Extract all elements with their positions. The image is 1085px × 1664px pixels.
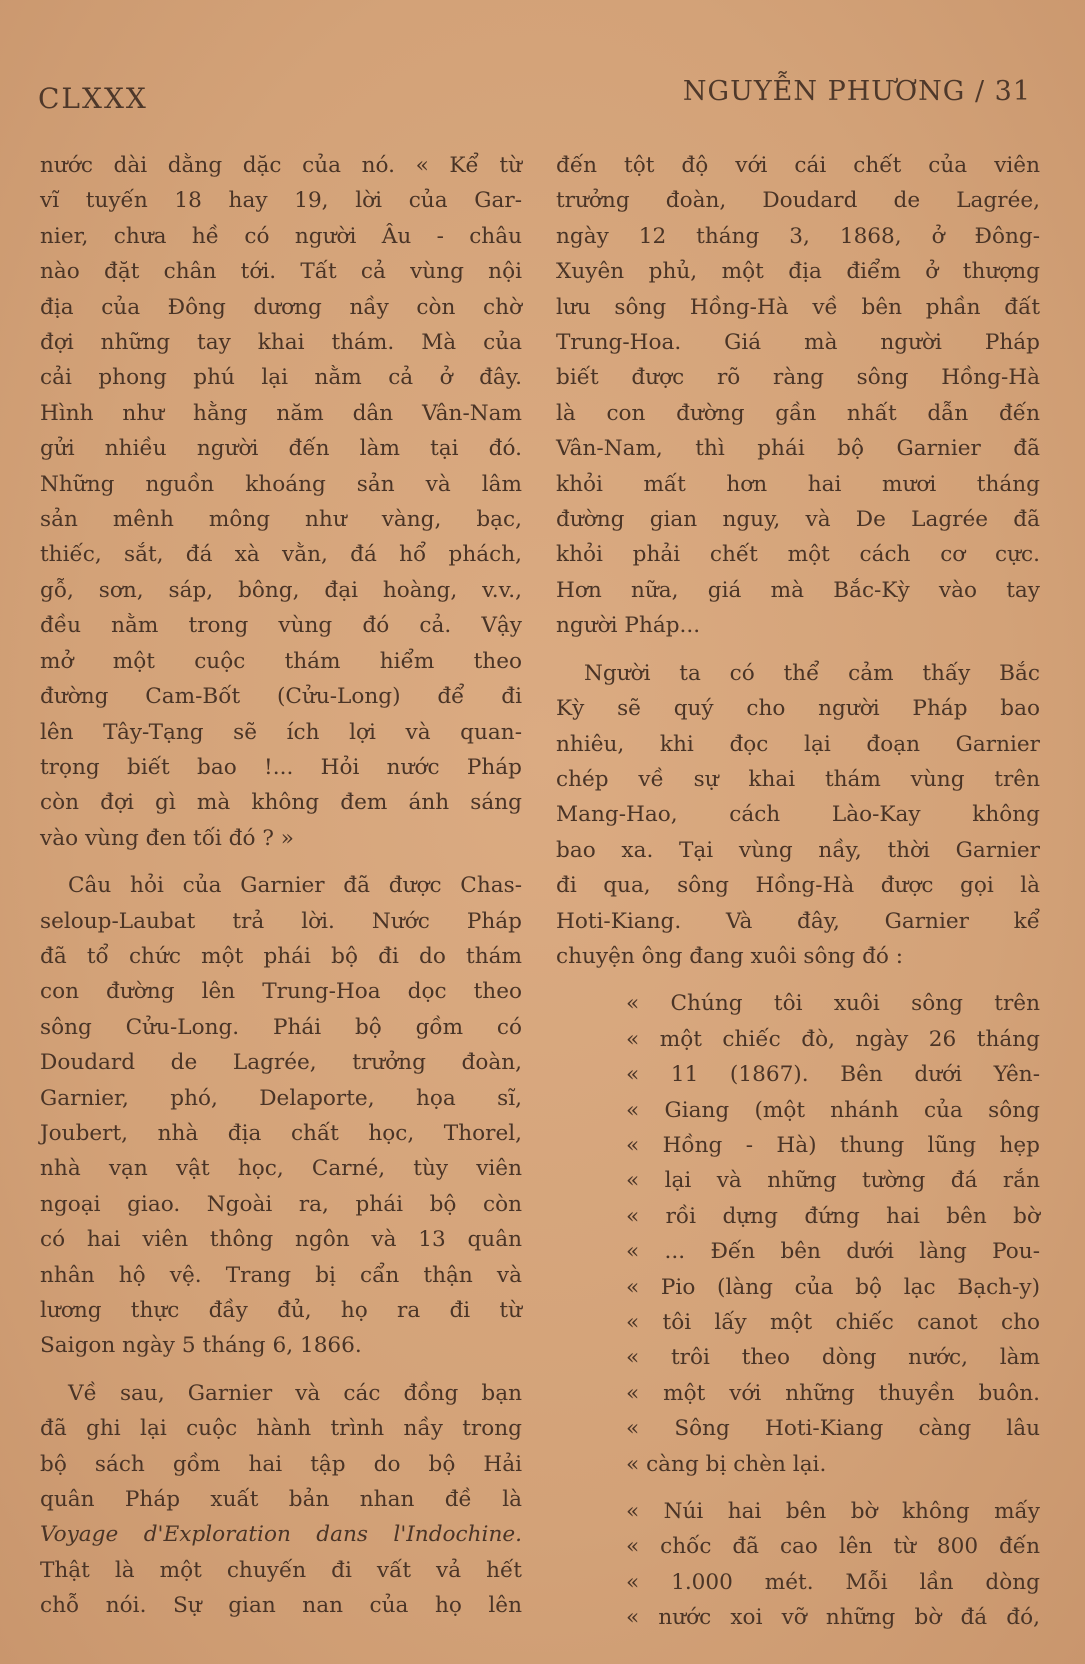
text-line: đã ghi lại cuộc hành trình nầy trong [40,1416,522,1442]
quote-line: « Núi hai bên bờ không mấy [626,1499,1040,1525]
text-line: sản mênh mông như vàng, bạc, [40,507,522,533]
text-line: quân Pháp xuất bản nhan đề là [40,1487,522,1513]
text-line: Người ta có thể cảm thấy Bắc [584,660,1040,686]
quote-line: « 1.000 mét. Mỗi lần dòng [626,1569,1040,1595]
text-line: Kỳ sẽ quý cho người Pháp bao [556,696,1040,722]
text-line: ngày 12 tháng 3, 1868, ở Đông- [556,223,1040,249]
text-line: con đường lên Trung-Hoa dọc theo [40,979,522,1005]
text-line: mở một cuộc thám hiểm theo [40,648,522,674]
text-line: nào đặt chân tới. Tất cả vùng nội [40,259,522,285]
text-line: Xuyên phủ, một địa điểm ở thượng [556,259,1040,285]
quote-line: « lại và những tường đá rắn [626,1168,1040,1194]
text-line: trọng biết bao !... Hỏi nước Pháp [40,754,522,780]
text-line: Saigon ngày 5 tháng 6, 1866. [40,1333,362,1359]
text-line: Những nguồn khoáng sản và lâm [40,471,522,497]
text-line: Hơn nữa, giá mà Bắc-Kỳ vào tay [556,577,1040,603]
text-line: cải phong phú lại nằm cả ở đây. [40,365,522,391]
text-line: nhiêu, khi đọc lại đoạn Garnier [556,731,1040,757]
text-line: có hai viên thông ngôn và 13 quân [40,1227,522,1253]
text-line: Hình như hằng năm dân Vân-Nam [40,400,522,426]
text-line: thiếc, sắt, đá xà vằn, đá hổ phách, [40,542,522,568]
quote-line: « Chúng tôi xuôi sông trên [626,991,1040,1017]
book-title: Voyage d'Exploration dans l'Indochine. [40,1522,522,1548]
text-line [40,1517,522,1552]
quote-line: « Hồng - Hà) thung lũng hẹp [626,1132,1040,1158]
text-line: ngoại giao. Ngoài ra, phái bộ còn [40,1191,522,1217]
text-line: Về sau, Garnier và các đồng bạn [68,1380,522,1406]
quote-line: « chốc đã cao lên từ 800 đến [626,1534,1040,1560]
text-line: địa của Đông dương nầy còn chờ [40,294,522,320]
quote-line: « một chiếc đò, ngày 26 tháng [626,1026,1040,1052]
quote-line: « Pio (làng của bộ lạc Bạch-y) [626,1274,1040,1300]
text-line: vĩ tuyến 18 hay 19, lời của Gar- [40,188,522,214]
text-line: đã tổ chức một phái bộ đi do thám [40,943,522,969]
text-line: Mang-Hao, cách Lào-Kay không [556,802,1040,828]
text-line: là con đường gần nhất dẫn đến [556,400,1040,426]
text-line: khỏi mất hơn hai mươi tháng [556,471,1040,497]
text-line: Vân-Nam, thì phái bộ Garnier đã [556,436,1040,462]
text-line: chép về sự khai thám vùng trên [556,766,1040,792]
quote-line: « ... Đến bên dưới làng Pou- [626,1239,1040,1265]
running-header: NGUYỄN PHƯƠNG / 31 [682,76,1031,107]
quote-line: « trôi theo dòng nước, làm [626,1345,1040,1371]
text-line: vào vùng đen tối đó ? » [40,825,295,851]
text-line: còn đợi gì mà không đem ánh sáng [40,790,522,816]
quote-line: « rồi dựng đứng hai bên bờ [626,1203,1040,1229]
text-line: gửi nhiều người đến làm tại đó. [40,436,522,462]
text-line: Hoti-Kiang. Và đây, Garnier kể [556,908,1040,934]
quote-line: « nước xoi vỡ những bờ đá đó, [626,1605,1040,1631]
quote-line: « Sông Hoti-Kiang càng lâu [626,1416,1040,1442]
text-line: lưu sông Hồng-Hà về bên phần đất [556,294,1040,320]
text-line: đến tột độ với cái chết của viên [556,153,1040,178]
text-line: Trung-Hoa. Giá mà người Pháp [556,330,1040,356]
text-line: Garnier, phó, Delaporte, họa sĩ, [40,1085,522,1111]
text-line: nhân hộ vệ. Trang bị cẩn thận và [40,1262,522,1288]
text-line: lên Tây-Tạng sẽ ích lợi và quan- [40,719,522,745]
text-line: chuyện ông đang xuôi sông đó : [556,943,904,969]
text-line: bao xa. Tại vùng nầy, thời Garnier [556,837,1040,863]
text-line: đợi những tay khai thám. Mà của [40,330,522,356]
quote-line: « tôi lấy một chiếc canot cho [626,1310,1040,1335]
text-line: nước dài dằng dặc của nó. « Kể từ [40,153,522,178]
text-line: Joubert, nhà địa chất học, Thorel, [40,1120,522,1146]
text-line: bộ sách gồm hai tập do bộ Hải [40,1451,522,1477]
quote-line: « càng bị chèn lại. [626,1451,827,1477]
quote-line: « một với những thuyền buôn. [626,1380,1040,1406]
quote-line: « 11 (1867). Bên dưới Yên- [626,1062,1040,1088]
page-section-label: CLXXX [38,82,148,115]
text-line: trưởng đoàn, Doudard de Lagrée, [556,188,1040,214]
text-line: nhà vạn vật học, Carné, tùy viên [40,1156,522,1182]
text-line: biết được rõ ràng sông Hồng-Hà [556,365,1040,391]
quote-line: « Giang (một nhánh của sông [626,1097,1040,1123]
text-line: nier, chưa hề có người Âu - châu [40,223,522,249]
text-line: đều nằm trong vùng đó cả. Vậy [40,613,522,639]
text-line: Câu hỏi của Garnier đã được Chas- [68,873,522,899]
text-line: đường gian nguy, và De Lagrée đã [556,507,1040,533]
text-line: khỏi phải chết một cách cơ cực. [556,542,1040,568]
text-line: seloup-Laubat trả lời. Nước Pháp [40,908,522,934]
right-column [556,148,1040,1636]
text-line: đi qua, sông Hồng-Hà được gọi là [556,873,1040,899]
text-line: chỗ nói. Sự gian nan của họ lên [40,1593,522,1619]
text-line: đường Cam-Bốt (Cửu-Long) để đi [40,684,522,710]
text-line: Thật là một chuyến đi vất vả hết [40,1557,522,1583]
text-line: sông Cửu-Long. Phái bộ gồm có [40,1014,522,1040]
text-line: người Pháp... [556,613,701,639]
left-column [40,148,522,1624]
text-line: lương thực đầy đủ, họ ra đi từ [40,1298,522,1323]
text-line: gỗ, sơn, sáp, bông, đại hoàng, v.v., [40,577,522,603]
text-line: Doudard de Lagrée, trưởng đoàn, [40,1050,522,1076]
